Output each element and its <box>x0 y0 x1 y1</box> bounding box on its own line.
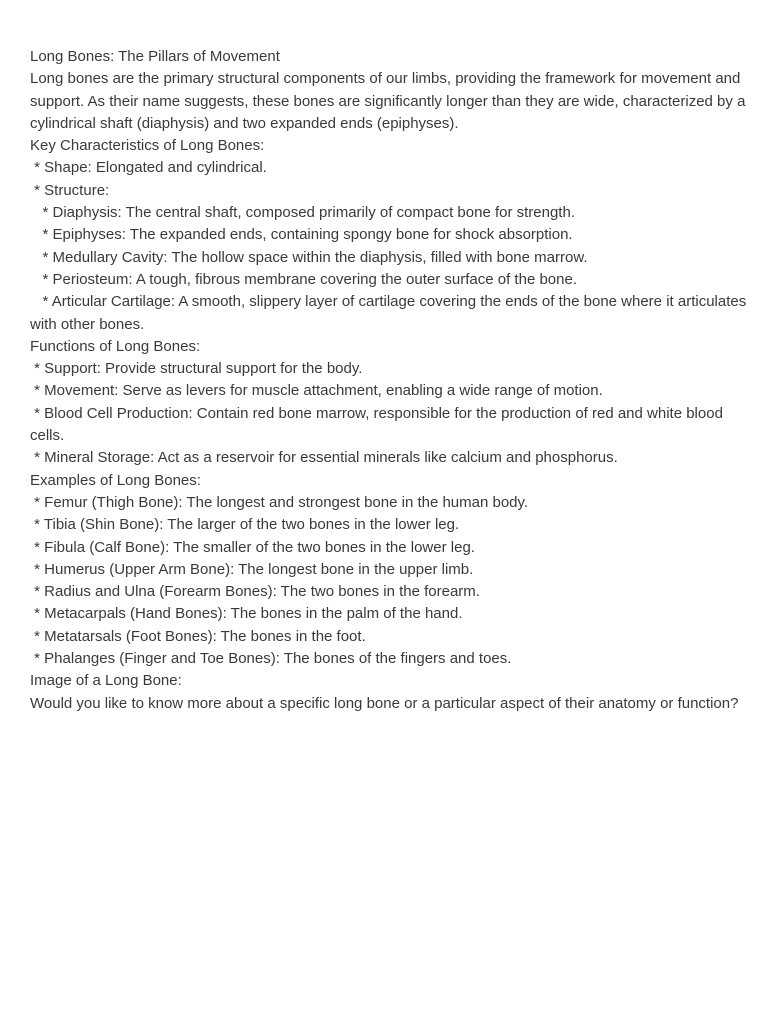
list-item: * Femur (Thigh Bone): The longest and strongest bone in the human body. <box>30 493 529 511</box>
document-title: Long Bones: The Pillars of Movement <box>30 48 280 65</box>
image-label: Image of a Long Bone: <box>30 672 182 690</box>
list-item: * Radius and Ulna (Forearm Bones): The two bones in the forearm. <box>30 583 480 601</box>
intro-paragraph: Long bones are the primary structural components of our limbs, providing the framework for movement and support. As their name suggests, these bones are significantly longer than they are wide, characterized by a cylindrical shaft (diaphysis) and two expanded ends (epiphyses). <box>30 70 750 132</box>
sub-list-item: * Periosteum: A tough, fibrous membrane covering the outer surface of the bone. <box>30 270 577 288</box>
functions-heading: Functions of Long Bones: <box>30 337 201 355</box>
examples-heading: Examples of Long Bones: <box>30 471 201 489</box>
list-item: * Metacarpals (Hand Bones): The bones in the palm of the hand. <box>30 605 463 623</box>
sub-list-item: * Articular Cartilage: A smooth, slippery layer of cartilage covering the ends of the bone where it articulates with other bones. <box>30 293 751 333</box>
list-item: * Tibia (Shin Bone): The larger of the two bones in the lower leg. <box>30 516 460 534</box>
list-item: * Support: Provide structural support for the body. <box>30 360 363 378</box>
list-item: * Phalanges (Finger and Toe Bones): The bones of the fingers and toes. <box>30 650 512 668</box>
characteristics-heading: Key Characteristics of Long Bones: <box>30 137 265 155</box>
list-item: * Mineral Storage: Act as a reservoir for essential minerals like calcium and phosphorus. <box>30 449 618 467</box>
list-item: * Metatarsals (Foot Bones): The bones in the foot. <box>30 627 366 645</box>
list-item: * Structure: <box>30 181 110 199</box>
sub-list-item: * Epiphyses: The expanded ends, containing spongy bone for shock absorption. <box>30 226 573 244</box>
sub-list-item: * Medullary Cavity: The hollow space within the diaphysis, filled with bone marrow. <box>30 248 588 266</box>
document-body <box>30 46 750 715</box>
closing-question: Would you like to know more about a specific long bone or a particular aspect of their anatomy or function? <box>30 694 739 712</box>
list-item: * Movement: Serve as levers for muscle attachment, enabling a wide range of motion. <box>30 382 603 400</box>
list-item: * Blood Cell Production: Contain red bone marrow, responsible for the production of red and white blood cells. <box>30 404 728 445</box>
list-item: * Shape: Elongated and cylindrical. <box>30 159 267 177</box>
sub-list-item: * Diaphysis: The central shaft, composed primarily of compact bone for strength. <box>30 204 575 222</box>
list-item: * Humerus (Upper Arm Bone): The longest bone in the upper limb. <box>30 560 474 578</box>
list-item: * Fibula (Calf Bone): The smaller of the two bones in the lower leg. <box>30 538 475 556</box>
